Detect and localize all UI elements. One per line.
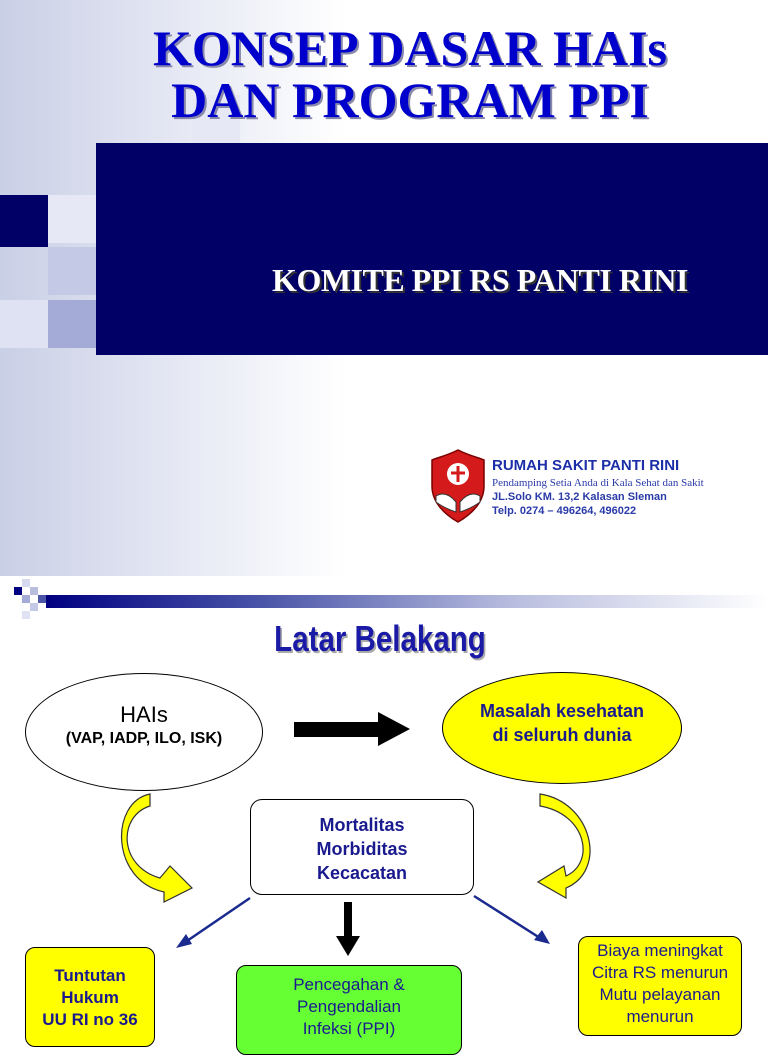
masalah-line-1: Masalah kesehatan (479, 701, 645, 721)
masalah-ellipse (442, 672, 682, 784)
consequence-line-4: menurun (626, 1007, 694, 1026)
background-slide (0, 576, 768, 1038)
slide-subtitle: KOMITE PPI RS PANTI RINI (272, 262, 688, 298)
impact-line-3: Kecacatan (316, 863, 408, 883)
arrow-right-icon (294, 712, 410, 746)
impact-line-1: Mortalitas (319, 815, 405, 835)
arrow-down-left-icon (176, 898, 250, 948)
legal-box (25, 947, 155, 1047)
legal-line-1: Tuntutan (54, 966, 126, 985)
navy-accent-left (0, 195, 48, 247)
hais-subtitle: (VAP, IADP, ILO, ISK) (65, 730, 223, 747)
impact-line-2: Morbiditas (316, 839, 408, 859)
hospital-logo-icon (428, 446, 488, 526)
deco-square (48, 247, 96, 295)
hospital-phone: Telp. 0274 – 496264, 496022 (492, 505, 637, 517)
ppi-box (236, 965, 462, 1055)
ppi-line-3: Infeksi (PPI) (302, 1019, 396, 1038)
navy-band (96, 143, 768, 355)
slide-title (60, 22, 760, 126)
consequence-box (578, 936, 742, 1036)
hospital-address: JL.Solo KM. 13,2 Kalasan Sleman (492, 491, 667, 503)
consequence-line-2: Citra RS menurun (591, 963, 729, 982)
masalah-line-2: di seluruh dunia (492, 725, 632, 745)
curved-arrow-right-icon (538, 794, 590, 898)
deco-square (0, 300, 48, 348)
hospital-name: RUMAH SAKIT PANTI RINI (492, 457, 680, 474)
curved-arrow-left-icon (122, 794, 192, 902)
consequence-line-3: Mutu pelayanan (599, 985, 721, 1004)
hais-title: HAIs (120, 702, 168, 727)
slide-title: Latar Belakang (274, 618, 486, 659)
impact-box (250, 799, 474, 895)
deco-square (48, 300, 96, 348)
ppi-line-1: Pencegahan & (293, 975, 405, 994)
arrow-down-right-icon (474, 896, 550, 944)
hospital-tagline: Pendamping Setia Anda di Kala Sehat dan Sakit (492, 477, 704, 489)
consequence-line-1: Biaya meningkat (597, 941, 723, 960)
deco-square (48, 195, 96, 243)
legal-line-2: Hukum (61, 988, 119, 1007)
legal-line-3: UU RI no 36 (42, 1010, 138, 1029)
title-line-2: DAN PROGRAM PPI (171, 72, 649, 128)
title-line-1: KONSEP DASAR HAIs (153, 20, 667, 76)
arrow-down-icon (336, 902, 360, 956)
ppi-line-2: Pengendalian (297, 997, 401, 1016)
hais-ellipse (25, 673, 263, 791)
